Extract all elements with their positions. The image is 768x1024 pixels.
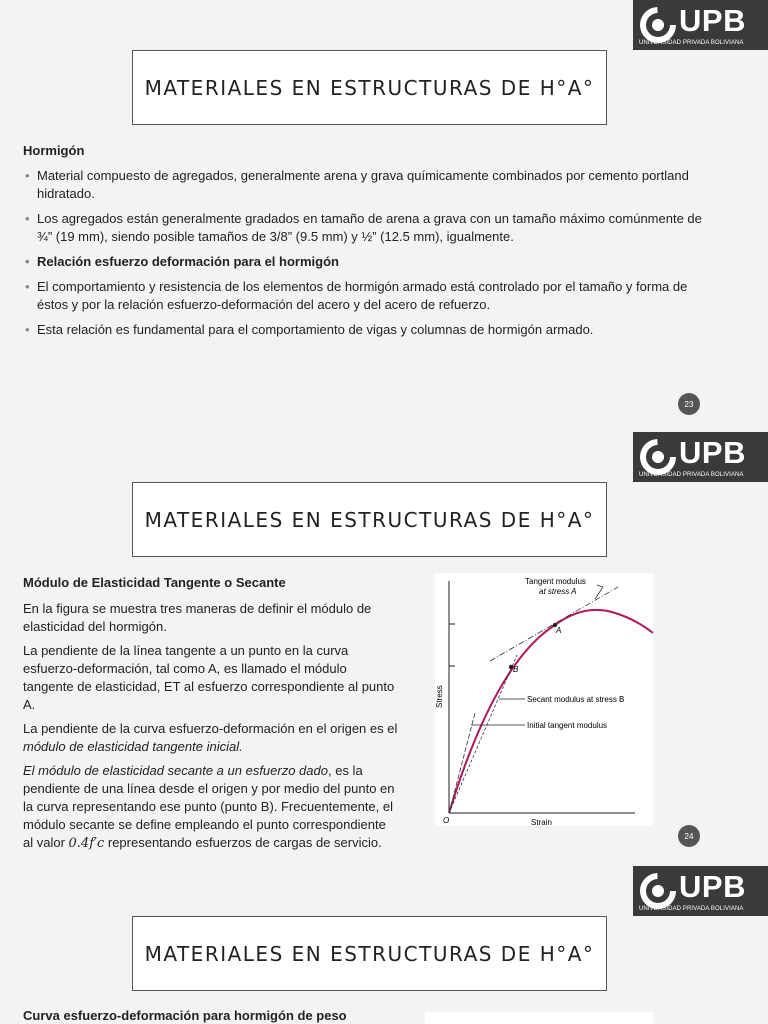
paragraph: La pendiente de la curva esfuerzo-deformación en el origen es el módulo de elasticidad tangente inicial. bbox=[23, 721, 398, 754]
slide-title: MATERIALES EN ESTRUCTURAS DE H°A° bbox=[132, 916, 607, 991]
formula: 0.4f′c bbox=[68, 836, 105, 851]
logo-subtitle: UNIVERSIDAD PRIVADA BOLIVIANA bbox=[639, 906, 744, 912]
point-a-label: A bbox=[556, 626, 562, 635]
slide-23 bbox=[0, 0, 768, 430]
list-item: • Relación esfuerzo deformación para el hormigón bbox=[23, 253, 713, 271]
upb-emblem-icon bbox=[639, 438, 677, 476]
section-heading: Hormigón bbox=[23, 143, 85, 158]
logo-brand: UPB bbox=[679, 435, 746, 470]
secant-label: Secant modulus at stress B bbox=[527, 695, 625, 704]
secant-line bbox=[449, 655, 517, 813]
logo-brand: UPB bbox=[679, 869, 746, 904]
tangent-label-line2: at stress A bbox=[539, 587, 577, 596]
body-text bbox=[23, 600, 398, 859]
stress-strain-figure bbox=[435, 573, 653, 826]
upb-logo bbox=[633, 0, 768, 50]
stress-strain-curve bbox=[449, 610, 653, 813]
list-item: • Esta relación es fundamental para el comportamiento de vigas y columnas de hormigón armado. bbox=[23, 321, 713, 339]
upb-logo bbox=[633, 432, 768, 482]
list-item: • Los agregados están generalmente gradados en tamaño de arena a grava con un tamaño máximo comúnmente de ¾” (19 mm), siendo posible tamaños de 3/8” (9.5 mm) y ½” (12.5 mm), igualmente. bbox=[23, 210, 713, 246]
upb-logo bbox=[633, 866, 768, 916]
logo-subtitle: UNIVERSIDAD PRIVADA BOLIVIANA bbox=[639, 472, 744, 478]
list-item: • El comportamiento y resistencia de los elementos de hormigón armado está controlado por el tamaño y forma de éstos y por la relación esfuerzo-deformación del acero y del acero de refuerzo. bbox=[23, 278, 713, 314]
section-heading: Curva esfuerzo-deformación para hormigón de peso bbox=[23, 1008, 347, 1023]
bullet-list bbox=[23, 167, 713, 346]
page-number: 24 bbox=[678, 825, 700, 847]
leader-line bbox=[595, 585, 603, 599]
paragraph: El módulo de elasticidad secante a un esfuerzo dado, es la pendiente de una línea desde el origen y por medio del punto en la curva representando ese punto (punto B). Frecuentemente, el módulo secante se define empleando el punto correspondiente al valor 0.4f′c representando esfuerzos de cargas de servicio. bbox=[23, 763, 395, 851]
initial-tangent-line bbox=[449, 713, 475, 813]
page-number: 23 bbox=[678, 393, 700, 415]
x-axis-label: Strain bbox=[531, 818, 552, 826]
section-heading: Módulo de Elasticidad Tangente o Secante bbox=[23, 575, 286, 590]
paragraph: La pendiente de la línea tangente a un punto en la curva esfuerzo-deformación, tal como A, es llamado el módulo tangente de elasticidad, ET al esfuerzo correspondiente al punto A. bbox=[23, 643, 395, 712]
upb-emblem-icon bbox=[639, 872, 677, 910]
list-item: • Material compuesto de agregados, generalmente arena y grava químicamente combinados por cemento portland hidratado. bbox=[23, 167, 713, 203]
slide-title: MATERIALES EN ESTRUCTURAS DE H°A° bbox=[132, 482, 607, 557]
logo-brand: UPB bbox=[679, 3, 746, 38]
upb-emblem-icon bbox=[639, 6, 677, 44]
slide-title: MATERIALES EN ESTRUCTURAS DE H°A° bbox=[132, 50, 607, 125]
logo-subtitle: UNIVERSIDAD PRIVADA BOLIVIANA bbox=[639, 40, 744, 46]
y-axis-label: Stress bbox=[435, 685, 444, 708]
initial-tangent-label: Initial tangent modulus bbox=[527, 721, 608, 730]
paragraph: En la figura se muestra tres maneras de definir el módulo de elasticidad del hormigón. bbox=[23, 601, 372, 634]
figure-placeholder bbox=[425, 1012, 653, 1024]
slide-25 bbox=[0, 866, 768, 1024]
point-b-label: B bbox=[513, 665, 519, 674]
origin-label: O bbox=[443, 816, 450, 825]
tangent-label-line1: Tangent modulus bbox=[525, 577, 586, 586]
